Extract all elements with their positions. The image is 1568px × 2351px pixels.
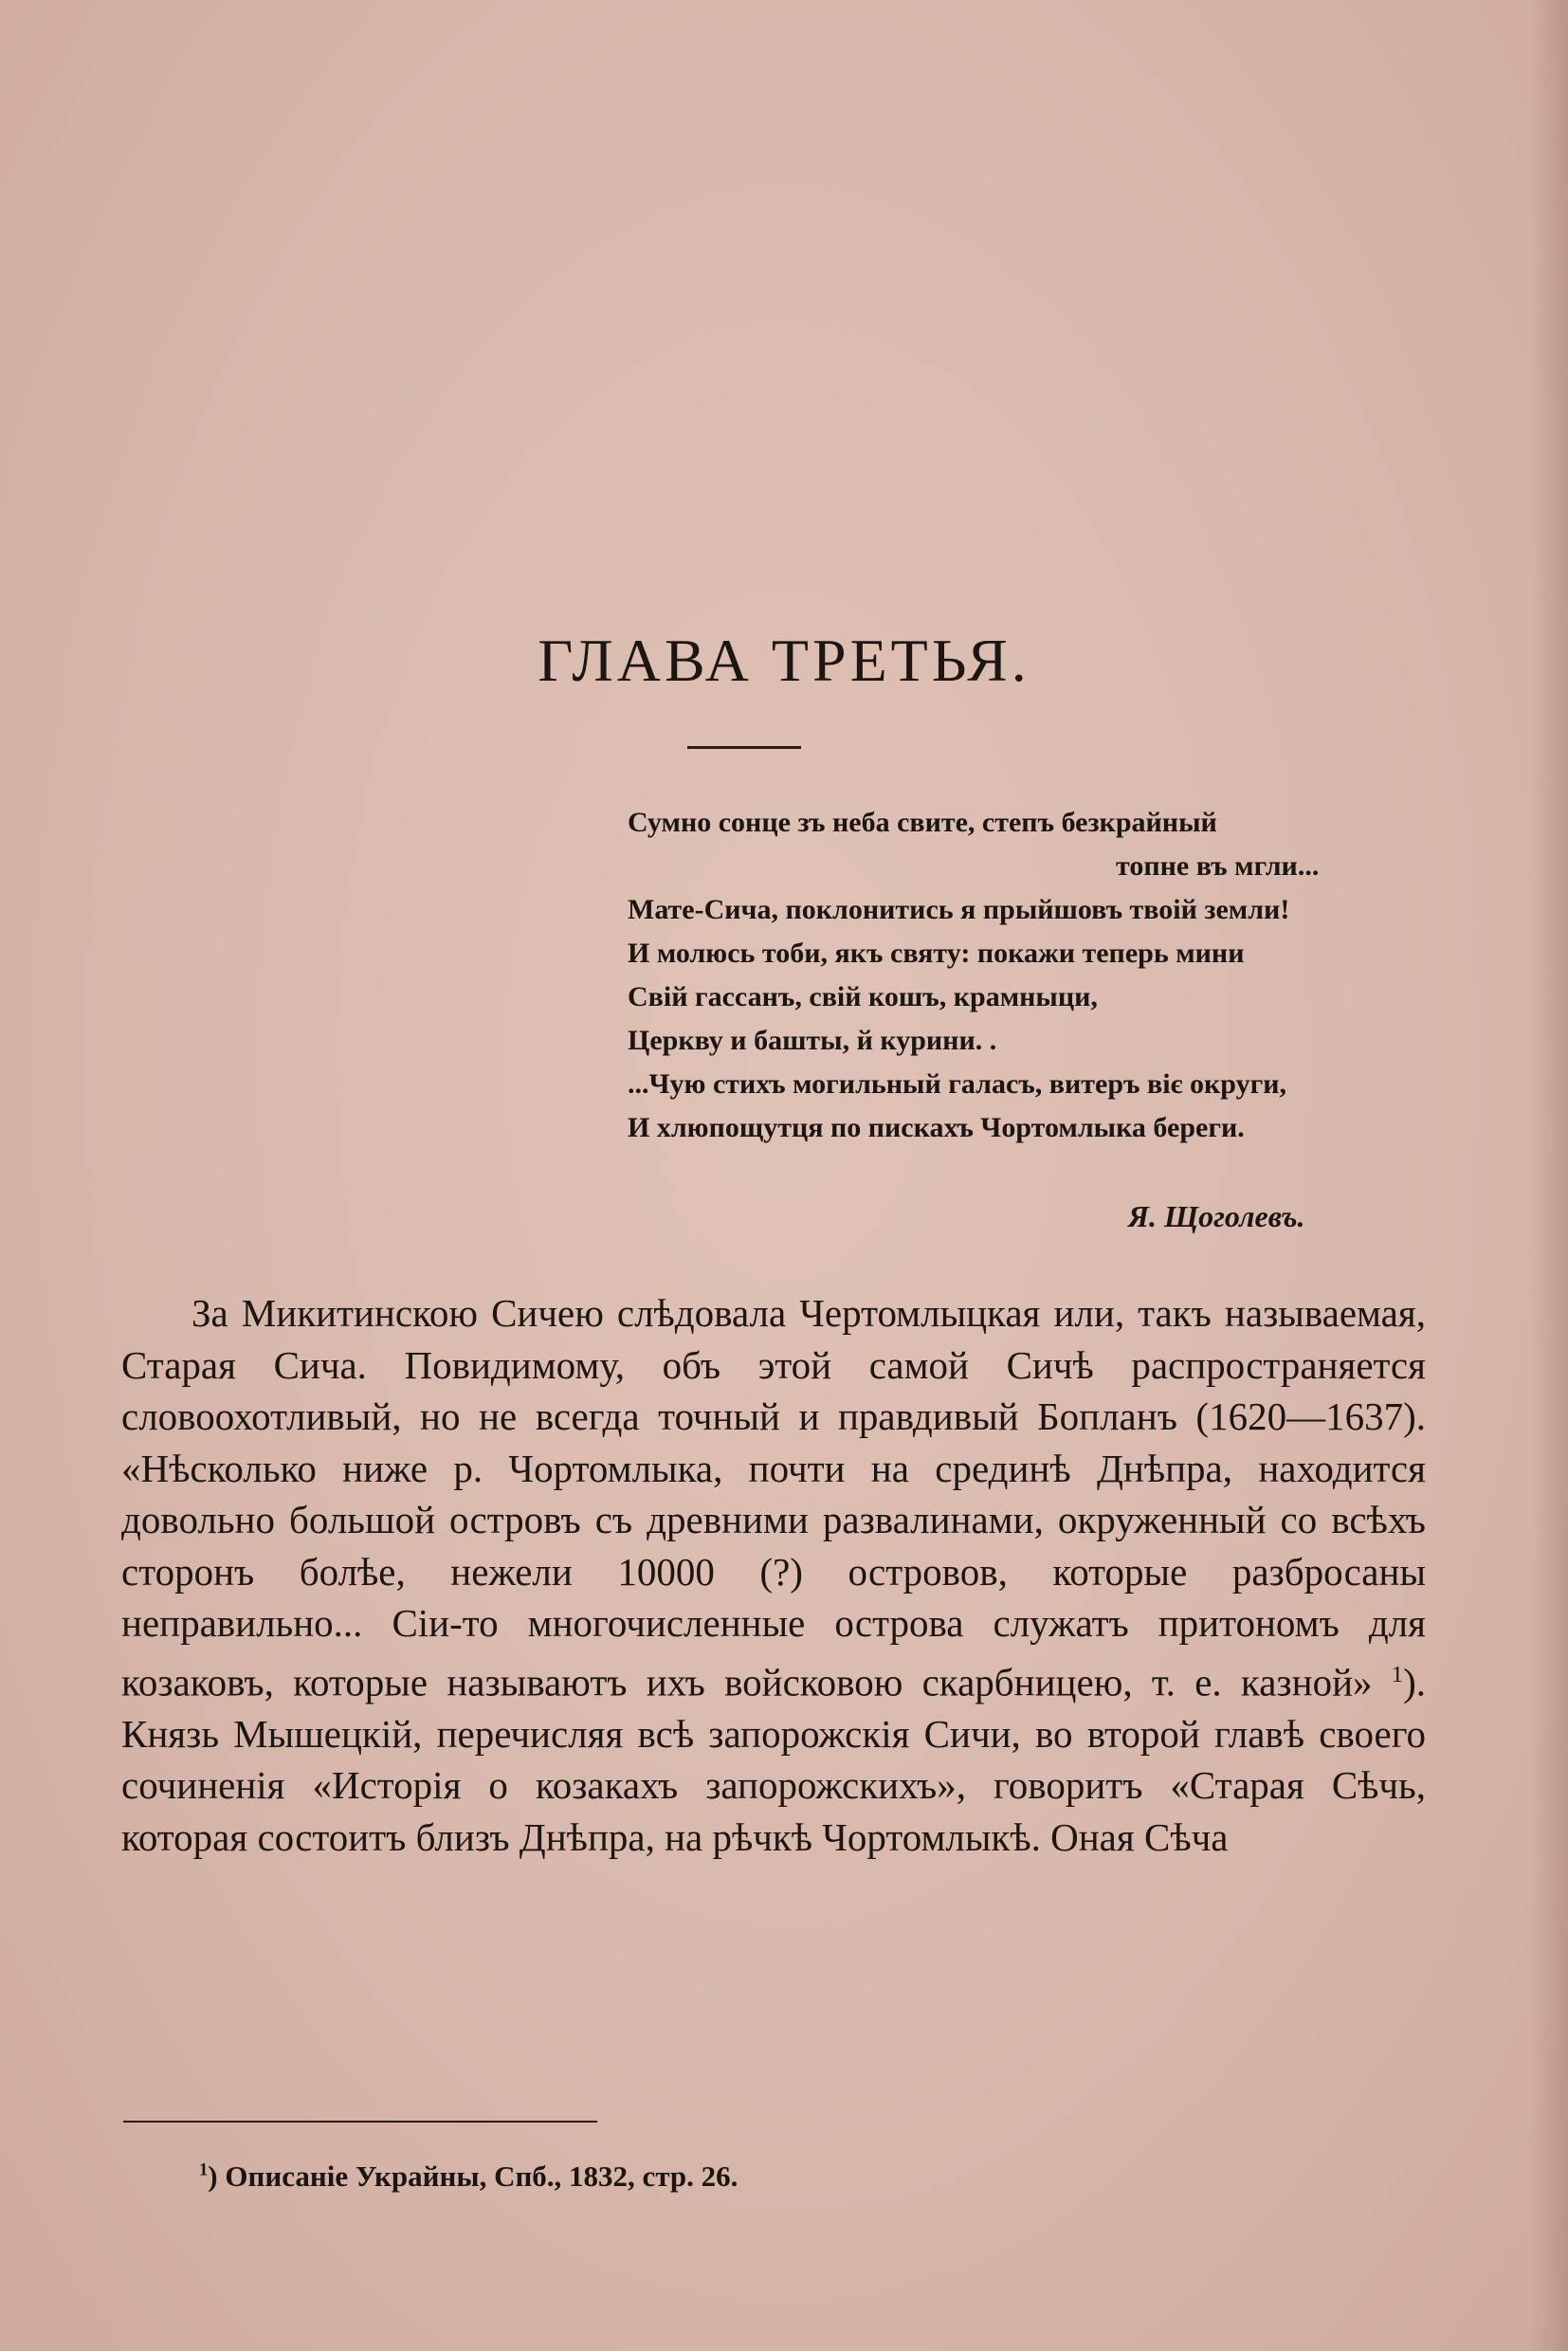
footnote-reference[interactable]: 1 [1391, 1661, 1404, 1687]
epigraph-line: топне въ мгли... [1116, 850, 1320, 882]
chapter-title: ГЛАВА ТРЕТЬЯ. [538, 627, 1030, 694]
body-text-part-2: ). Князь Мышецкій, перечисляя всѣ запорожскія Сичи, во второй главѣ своего сочиненія «Исторія о козакахъ запорожскихъ», говоритъ «Старая Сѣчь, которая состоитъ близъ Днѣпра, на рѣчкѣ Чортомлыкѣ. Оная Сѣча [121, 1660, 1426, 1859]
epigraph-line: И молюсь тоби, якъ святу: покажи теперь мини [628, 938, 1245, 969]
footnote-text: ) Описаніе Украйны, Спб., 1832, стр. 26. [208, 2160, 738, 2193]
epigraph-line: Сумно сонце зъ неба свите, степъ безкрайный [628, 807, 1217, 838]
page-edge-shadow [1530, 0, 1568, 2351]
epigraph-line: Церкву и башты, й курини. . [628, 1025, 997, 1056]
footnote-marker: 1 [199, 2160, 209, 2180]
epigraph-line: Мате-Сича, поклонитись я прыйшовъ твоій земли! [628, 894, 1290, 925]
body-paragraph [121, 1287, 1426, 1863]
footnote-divider [123, 2121, 597, 2123]
title-divider [687, 746, 801, 749]
epigraph-line: И хлюпощутця по пискахъ Чортомлыка береги. [628, 1112, 1245, 1143]
epigraph-author: Я. Щоголевъ. [1128, 1199, 1305, 1233]
footnote [199, 2160, 738, 2194]
body-text-part-1: За Микитинскою Сичею слѣдовала Чертомлыцкая или, такъ называемая, Старая Сича. Повидимому, объ этой самой Сичѣ распространяется словоохотливый, но не всегда точный и правдивый Бопланъ (1620—1637). «Нѣсколько ниже р. Чортомлыка, почти на срединѣ Днѣпра, находится довольно большой островъ съ древними развалинами, окруженный со всѣхъ сторонъ болѣе, нежели 10000 (?) островов, которые разбросаны неправильно... Сіи-то многочисленные острова служатъ притономъ для козаковъ, которые называютъ ихъ войсковою скарбницею, т. е. казной» [121, 1291, 1426, 1704]
epigraph [628, 801, 1405, 1150]
epigraph-line: ...Чую стихъ могильный галасъ, витеръ віє округи, [628, 1068, 1286, 1100]
epigraph-line: Свій гассанъ, свій кошъ, крамныци, [628, 981, 1098, 1012]
